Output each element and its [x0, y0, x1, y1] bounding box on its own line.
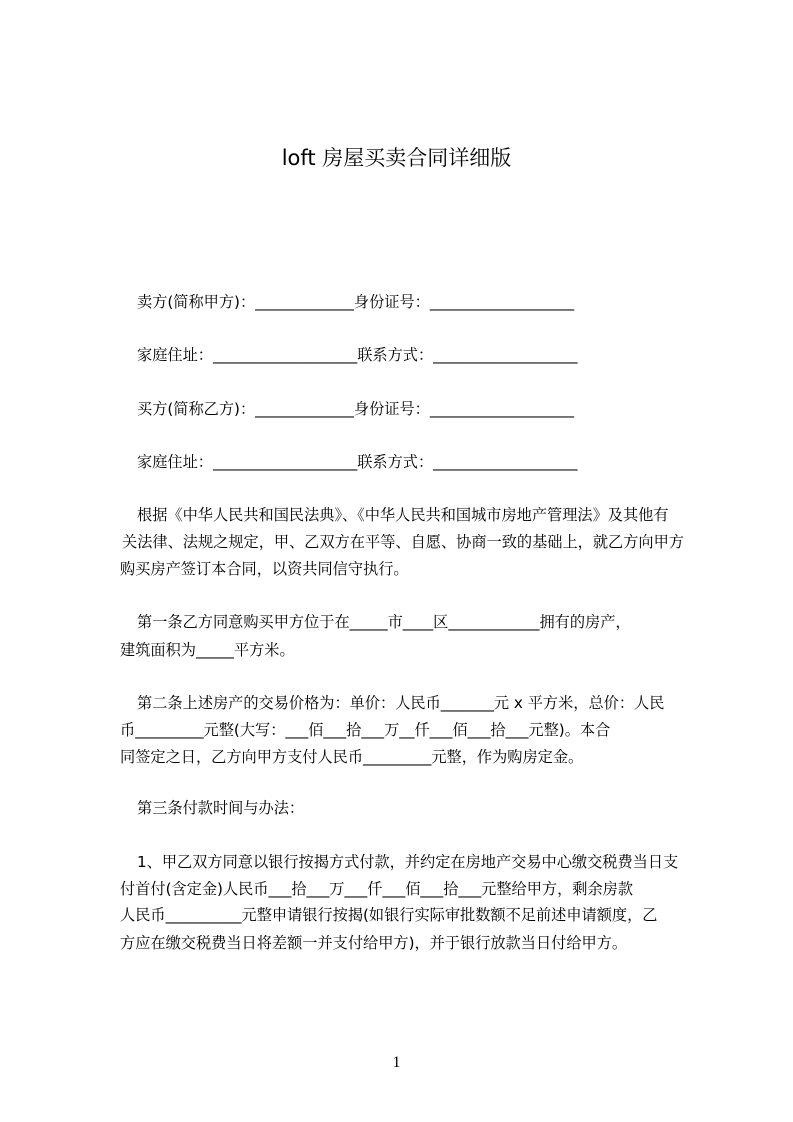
text-line: 方应在缴交税费当日将差额一并支付给甲方)，并于银行放款当日付给甲方。: [120, 934, 628, 952]
text-line: 付首付(含定金)人民币___拾___万___仟___佰___拾___元整给甲方，剩余房款: [120, 880, 634, 898]
buyer-address-contact-row: 家庭住址：___________________联系方式：___________________: [137, 453, 578, 471]
text-line: 关法律、法规之规定，甲、乙双方在平等、自愿、协商一致的基础上，就乙方向甲方: [122, 533, 684, 551]
text-line: 购买房产签订本合同，以资共同信守执行。: [120, 560, 409, 578]
page-number: 1: [392, 1054, 401, 1071]
text-line: 第一条乙方同意购买甲方位于在_____市____区____________拥有的房产，: [137, 613, 631, 631]
text-line: 根据《中华人民共和国民法典》、《中华人民共和国城市房地产管理法》及其他有: [137, 506, 669, 524]
text-line: 第三条付款时间与办法：: [137, 799, 305, 817]
text-line: 人民币__________元整申请银行按揭(如银行实际审批数额不足前述申请额度，乙: [120, 906, 658, 924]
text-line: 1、甲乙双方同意以银行按揭方式付款，并约定在房地产交易中心缴交税费当日支: [137, 853, 679, 871]
text-line: 同签定之日，乙方向甲方支付人民币_________元整，作为购房定金。: [120, 748, 584, 766]
seller-address-contact-row: 家庭住址：___________________联系方式：___________________: [137, 346, 578, 364]
buyer-name-id-row: 买方(简称乙方)：_____________身份证号：___________________: [137, 400, 575, 418]
text-line: 第二条上述房产的交易价格为：单价：人民币_______元 x 平方米，总价：人民: [137, 694, 665, 712]
text-line: 建筑面积为_____平方米。: [120, 641, 295, 659]
text-line: 币_________元整(大写：___佰___拾___万__仟___佰___拾___元整)。本合: [120, 721, 611, 739]
document-title: loft 房屋买卖合同详细版: [281, 146, 512, 170]
seller-name-id-row: 卖方(简称甲方)：_____________身份证号：___________________: [137, 293, 575, 311]
